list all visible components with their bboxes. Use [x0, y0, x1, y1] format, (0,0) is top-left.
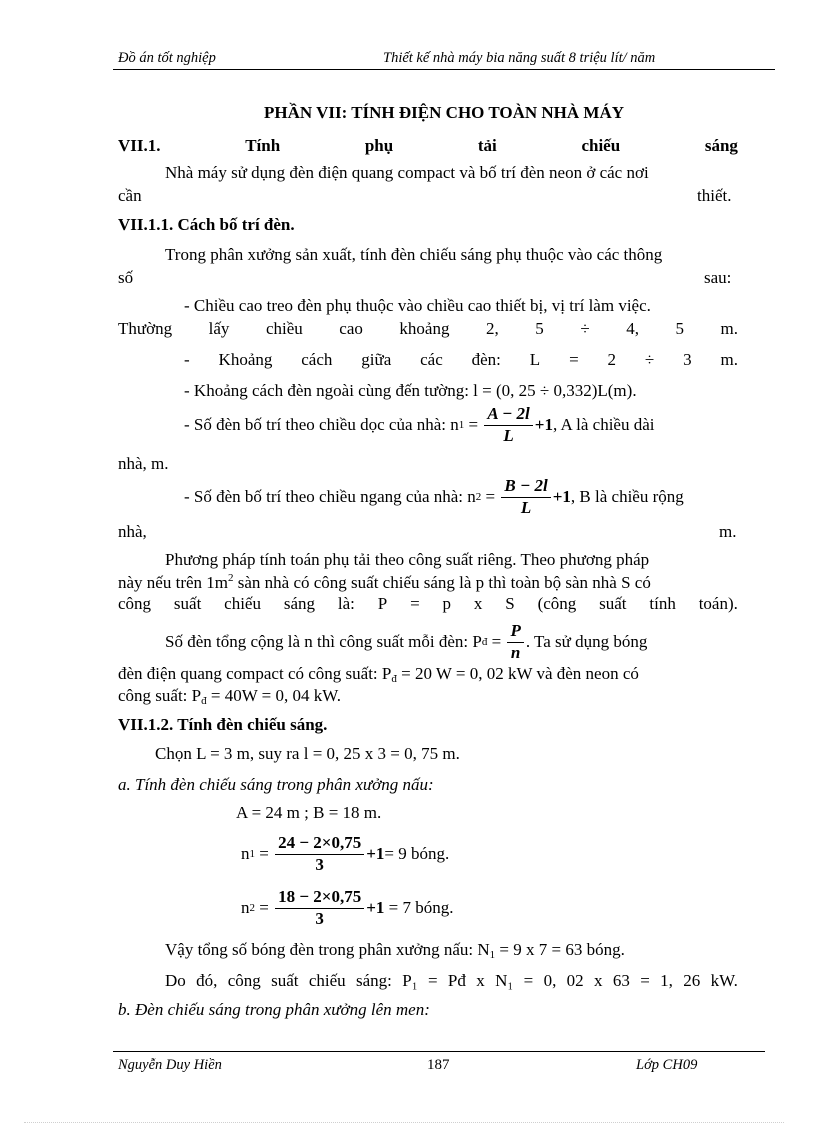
header-rule — [113, 69, 775, 70]
subheading-b: b. Đèn chiếu sáng trong phân xưởng lên men: — [118, 1000, 430, 1019]
paragraph-4-line-3: công suất: $P_đ = 40W = 0$, 04 kW. — [118, 686, 342, 707]
footer-right: Lớp CH09 — [636, 1057, 698, 1073]
paragraph-3-line-2: này nếu trên $1m^2$ sàn nhà có công suất chiếu sáng là p thì toàn bộ sàn nhà S có — [118, 572, 651, 592]
fraction-power-per-lamp: $\frac{P}{n}$ — [507, 622, 523, 662]
bullet-5-line-1: - Số đèn bố trí theo chiều ngang của nhà: n 2 = $\frac{B - 2l}{L}$ +1 , B là chiều rộng — [184, 476, 684, 517]
bullet-4-line-2: nhà, m. — [118, 454, 169, 473]
total-lamps-a: Vậy tổng số bóng đèn trong phân xưởng nấu: $N_1 = 9$ x 7 = 63 bóng. — [165, 940, 625, 961]
paragraph-4-line-1: Số đèn tổng cộng là n thì công suất mỗi đèn: P đ = $\frac{P}{n}$ . Ta sử dụng bóng — [165, 621, 648, 662]
equation-n2: n 2 = $\frac{18 - 2\times 0,75}{3}$ +1 = 7 bóng. — [241, 887, 454, 928]
paragraph-1-line-2b: thiết. — [697, 186, 732, 205]
section-heading-vii12: VII.1.2. Tính đèn chiếu sáng. — [118, 715, 328, 734]
paragraph-3-line-3: công suất chiếu sáng là: P = p x S (công suất tính toán). — [118, 594, 738, 613]
bullet-4-line-1: - Số đèn bố trí theo chiều dọc của nhà: n 1 = $\frac{A - 2l}{L}$ +1 , A là chiều dài — [184, 404, 655, 445]
subheading-a: a. Tính đèn chiếu sáng trong phân xưởng nấu: — [118, 775, 434, 794]
section-heading-vii11: VII.1.1. Cách bố trí đèn. — [118, 215, 295, 234]
equation-n1: n 1 = $\frac{24 - 2\times 0,75}{3}$ +1 = 9 bóng. — [241, 833, 450, 874]
paragraph-1-line-1: Nhà máy sử dụng đèn điện quang compact và bố trí đèn neon ở các nơi — [165, 163, 649, 182]
bullet-1-line-1: - Chiều cao treo đèn phụ thuộc vào chiều cao thiết bị, vị trí làm việc. — [184, 296, 651, 315]
paragraph-5: Chọn L = 3 m, suy ra l = 0, 25 x 3 = 0, 75 m. — [155, 744, 460, 763]
bullet-1-line-2: Thường lấy chiều cao khoảng 2, 5 ÷ 4, 5 m. — [118, 319, 738, 338]
fraction-n1: $\frac{A - 2l}{L}$ — [484, 405, 532, 445]
fraction-n2: $\frac{B - 2l}{L}$ — [501, 477, 550, 517]
footer-left: Nguyễn Duy Hiền — [118, 1057, 222, 1073]
paragraph-2-line-1: Trong phân xưởng sản xuất, tính đèn chiếu sáng phụ thuộc vào các thông — [165, 245, 663, 264]
bullet-2: - Khoảng cách giữa các đèn: L = 2 ÷ 3 m. — [184, 350, 738, 369]
paragraph-4-line-2: đèn điện quang compact có công suất: $P_đ = 20$ W = 0, 02 kW và đèn neon có — [118, 664, 639, 685]
bullet-5-line-2a: nhà, — [118, 522, 147, 541]
paragraph-3-line-1: Phương pháp tính toán phụ tải theo công suất riêng. Theo phương pháp — [165, 550, 650, 569]
page-number: 187 — [427, 1057, 450, 1073]
dimensions-a: A = 24 m ; B = 18 m. — [236, 803, 382, 822]
page-title: PHẦN VII: TÍNH ĐIỆN CHO TOÀN NHÀ MÁY — [263, 103, 625, 122]
paragraph-2-line-2a: số — [118, 268, 134, 287]
section-heading-vii1: VII.1. Tính phụ tải chiếu sáng — [118, 136, 738, 155]
paragraph-1-line-2a: cần — [118, 186, 142, 205]
header-left: Đồ án tốt nghiệp — [118, 50, 216, 66]
bullet-3: - Khoảng cách đèn ngoài cùng đến tường: l = (0, 25 ÷ 0,332)L(m). — [184, 381, 637, 400]
power-a: Do đó, công suất chiếu sáng: P₁ = Pđ x N₁ = 0, 02 x 63 = 1, 26 kW. — [165, 971, 738, 990]
footer-rule — [113, 1051, 765, 1052]
header-right: Thiết kế nhà máy bia năng suất 8 triệu lít/ năm — [383, 50, 656, 66]
paragraph-2-line-2b: sau: — [704, 268, 732, 287]
bullet-5-line-2b: m. — [719, 522, 737, 541]
